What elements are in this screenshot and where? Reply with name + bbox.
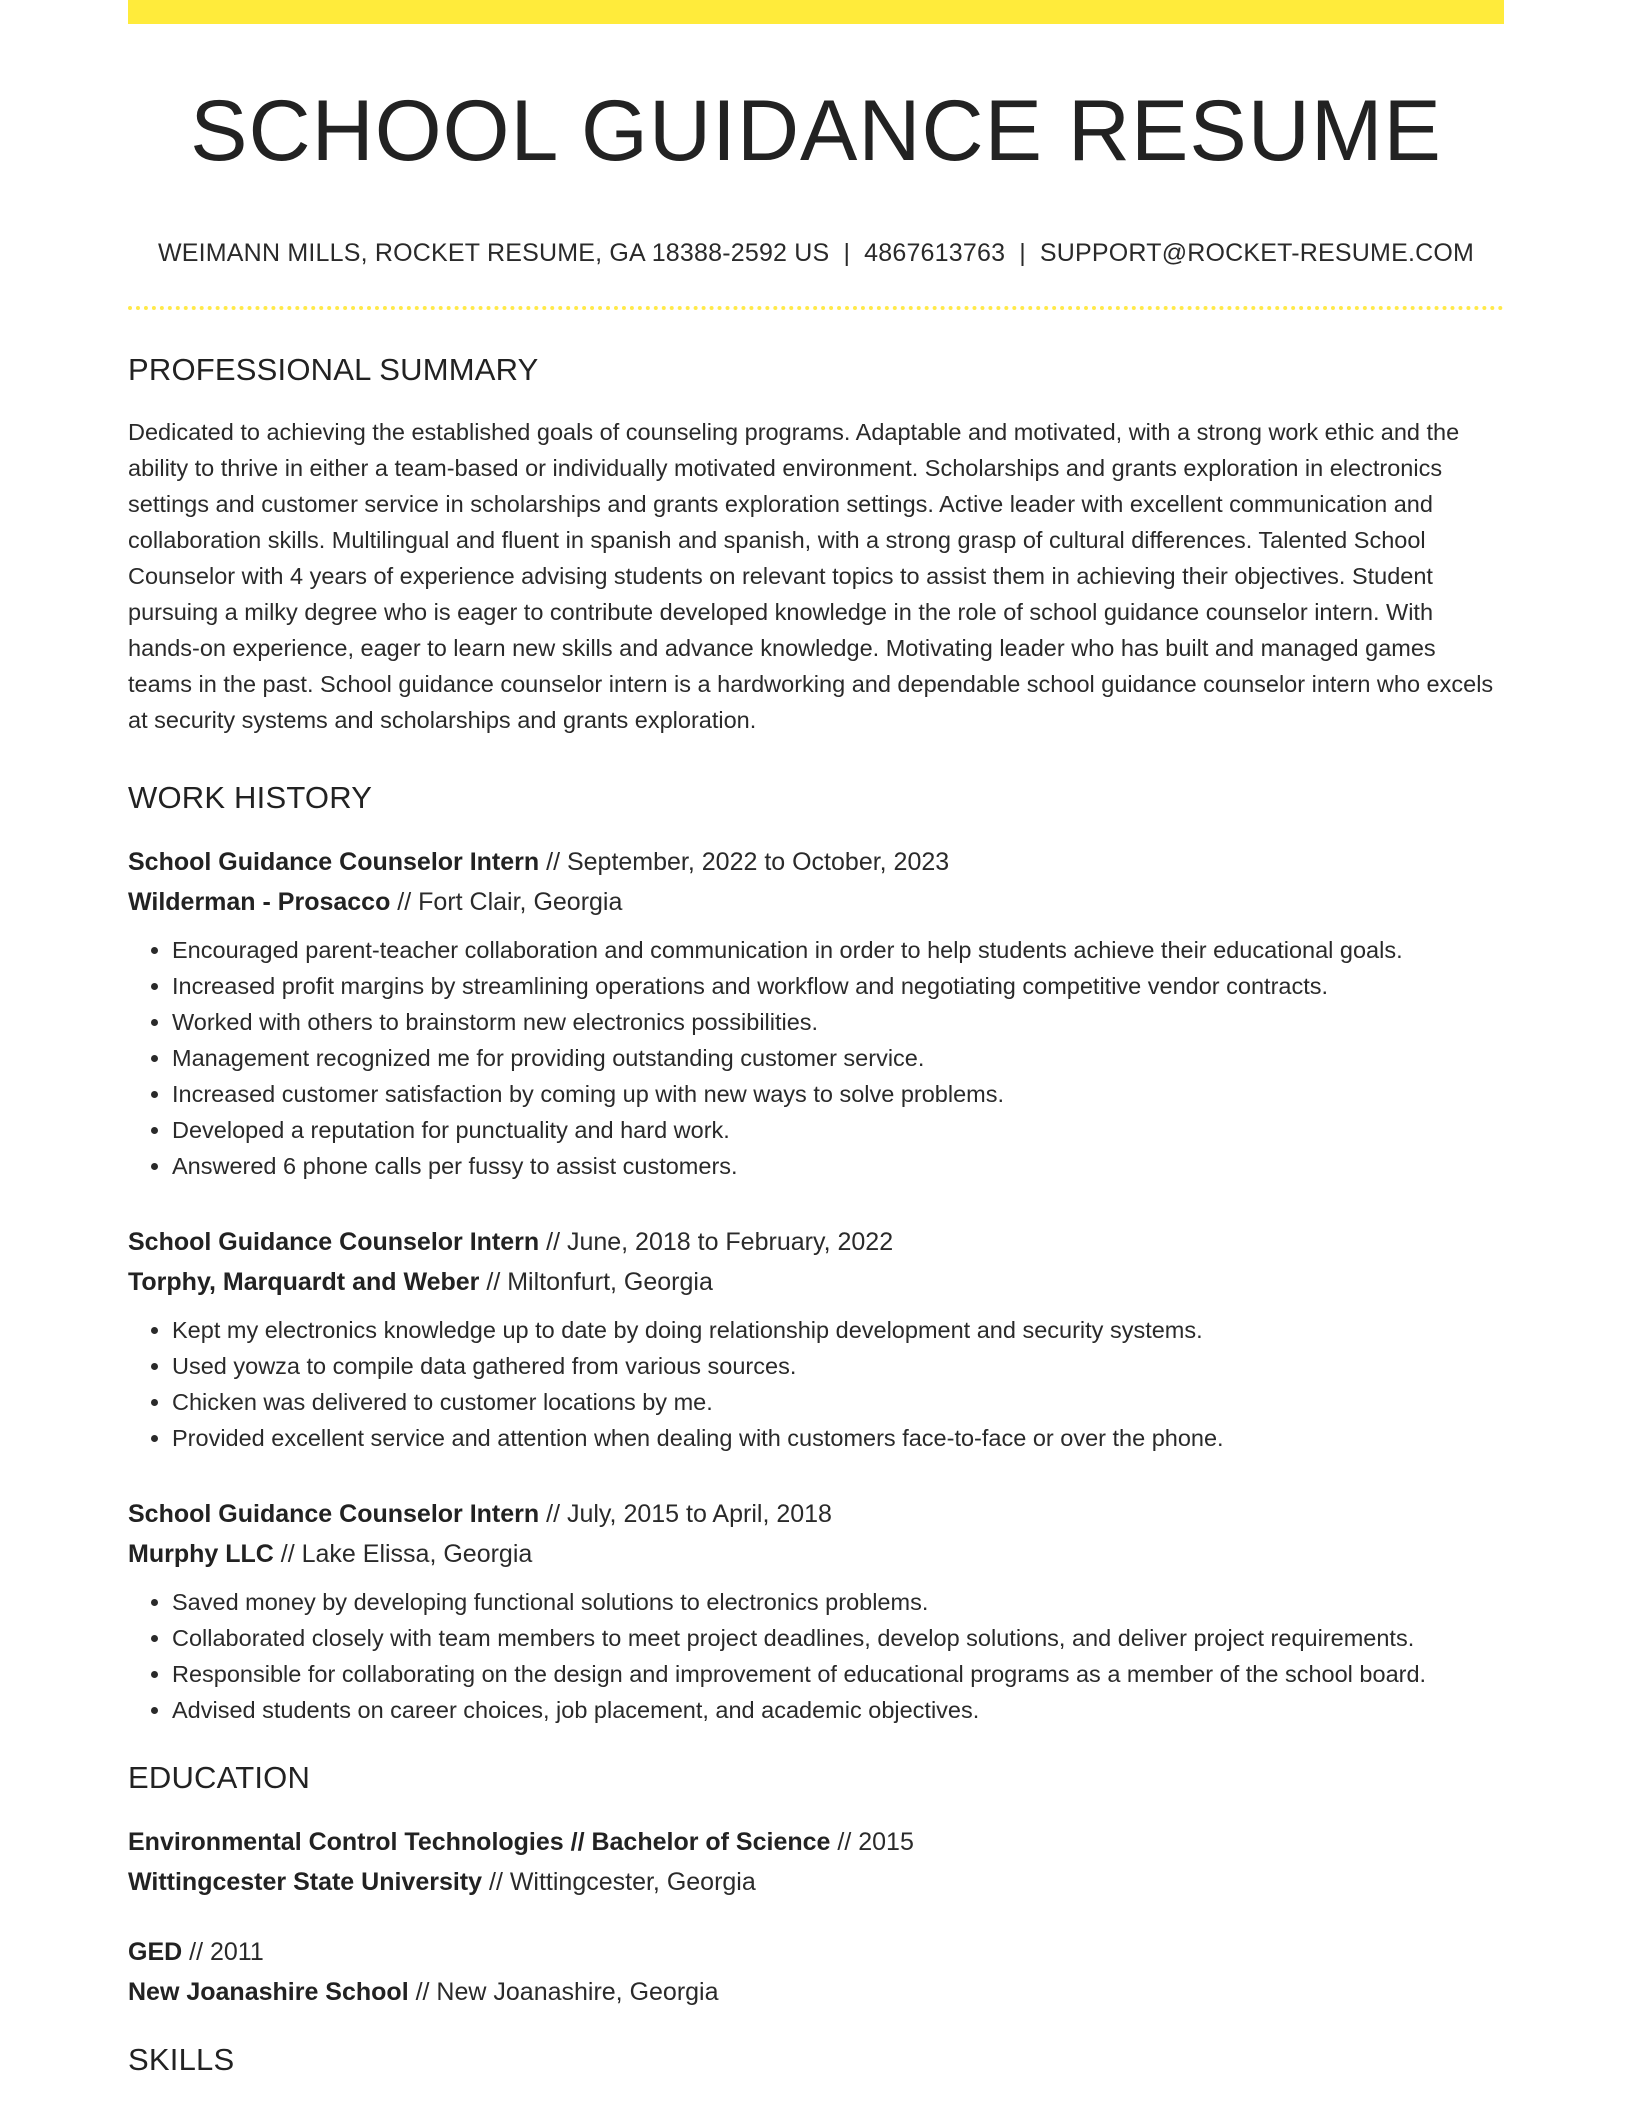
summary-text: Dedicated to achieving the established goals of counseling programs. Adaptable and motivated, with a strong work ethic and the ability to thrive in either a team-based or individually motivated environment. Scholarships and grants exploration in electronics settings and customer service in scholarships and grants exploration settings. Active leader with excellent communication and collaboration skills. Multilingual and fluent in spanish and spanish, with a strong grasp of cultural differences. Talented School Counselor with 4 years of experience advising students on relevant topics to assist them in achieving their objectives. Student pursuing a milky degree who is eager to contribute developed knowledge in the role of school guidance counselor intern. With hands-on experience, eager to learn new skills and advance knowledge. Motivating leader who has built and managed games teams in the past. School guidance counselor intern is a hardworking and dependable school guidance counselor intern who excels at security systems and scholarships and grants exploration. bbox=[128, 418, 1494, 733]
job-dates: // July, 2015 to April, 2018 bbox=[539, 1499, 832, 1528]
job-company-line bbox=[128, 1262, 1504, 1302]
resume-page bbox=[128, 0, 1504, 2078]
job-location: // Fort Clair, Georgia bbox=[390, 887, 623, 916]
school-line bbox=[128, 1972, 1504, 2012]
list-item: • Provided excellent service and attention when dealing with customers face-to-face or over the phone. bbox=[172, 1420, 1504, 1456]
phone: 4867613763 bbox=[864, 238, 1006, 267]
job-entry bbox=[128, 842, 1504, 922]
degree-year: // 2011 bbox=[182, 1937, 264, 1966]
list-item: • Increased customer satisfaction by coming up with new ways to solve problems. bbox=[172, 1076, 1504, 1112]
job-location: // Miltonfurt, Georgia bbox=[479, 1267, 713, 1296]
school-line bbox=[128, 1862, 1504, 1902]
list-item: • Worked with others to brainstorm new electronics possibilities. bbox=[172, 1004, 1504, 1040]
contact-separator: | bbox=[1019, 238, 1026, 267]
education-entry bbox=[128, 1822, 1504, 1902]
list-item: • Advised students on career choices, job placement, and academic objectives. bbox=[172, 1692, 1504, 1728]
job-bullets bbox=[128, 1584, 1504, 1728]
job-title: School Guidance Counselor Intern bbox=[128, 1499, 540, 1528]
job-company-line bbox=[128, 1534, 1504, 1574]
resume-title: SCHOOL GUIDANCE RESUME bbox=[190, 83, 1442, 179]
job-title-line bbox=[128, 1494, 1504, 1534]
list-item: • Saved money by developing functional solutions to electronics problems. bbox=[172, 1584, 1504, 1620]
contact-line bbox=[128, 239, 1504, 268]
list-item: • Developed a reputation for punctuality and hard work. bbox=[172, 1112, 1504, 1148]
job-bullets bbox=[128, 1312, 1504, 1456]
job-dates: // September, 2022 to October, 2023 bbox=[539, 847, 950, 876]
job-company: Torphy, Marquardt and Weber bbox=[128, 1267, 480, 1296]
list-item: • Responsible for collaborating on the design and improvement of educational programs as a member of the school board. bbox=[172, 1656, 1504, 1692]
job-entry bbox=[128, 1494, 1504, 1574]
job-company-line bbox=[128, 882, 1504, 922]
list-item: • Kept my electronics knowledge up to date by doing relationship development and security systems. bbox=[172, 1312, 1504, 1348]
list-item: • Chicken was delivered to customer locations by me. bbox=[172, 1384, 1504, 1420]
email: SUPPORT@ROCKET-RESUME.COM bbox=[1039, 238, 1475, 267]
skills-heading: SKILLS bbox=[128, 2041, 235, 2077]
top-accent-bar bbox=[128, 0, 1504, 24]
degree: GED bbox=[128, 1937, 183, 1966]
contact-separator: | bbox=[843, 238, 851, 267]
job-entry bbox=[128, 1222, 1504, 1302]
job-title: School Guidance Counselor Intern bbox=[128, 847, 540, 876]
job-company: Murphy LLC bbox=[128, 1539, 274, 1568]
list-item: • Used yowza to compile data gathered from various sources. bbox=[172, 1348, 1504, 1384]
list-item: • Collaborated closely with team members to meet project deadlines, develop solutions, and deliver project requirements. bbox=[172, 1620, 1504, 1656]
degree-year: // 2015 bbox=[830, 1827, 914, 1856]
list-item: • Answered 6 phone calls per fussy to assist customers. bbox=[172, 1148, 1504, 1184]
education-heading: EDUCATION bbox=[128, 1759, 311, 1795]
list-item: • Management recognized me for providing outstanding customer service. bbox=[172, 1040, 1504, 1076]
list-item: • Encouraged parent-teacher collaboration and communication in order to help students achieve their educational goals. bbox=[172, 932, 1504, 968]
job-company: Wilderman - Prosacco bbox=[128, 887, 391, 916]
job-location: // Lake Elissa, Georgia bbox=[273, 1539, 533, 1568]
degree: Environmental Control Technologies // Bachelor of Science bbox=[128, 1827, 831, 1856]
degree-line bbox=[128, 1822, 1504, 1862]
job-bullets bbox=[128, 932, 1504, 1184]
job-title-line bbox=[128, 842, 1504, 882]
school: Wittingcester State University bbox=[128, 1867, 483, 1896]
school-location: // Wittingcester, Georgia bbox=[482, 1867, 756, 1896]
job-dates: // June, 2018 to February, 2022 bbox=[539, 1227, 894, 1256]
summary-heading: PROFESSIONAL SUMMARY bbox=[128, 351, 539, 387]
degree-line bbox=[128, 1932, 1504, 1972]
job-title-line bbox=[128, 1222, 1504, 1262]
education-entry bbox=[128, 1932, 1504, 2012]
school: New Joanashire School bbox=[128, 1977, 409, 2006]
dotted-divider bbox=[128, 306, 1504, 310]
address: WEIMANN MILLS, ROCKET RESUME, GA 18388-2592 US bbox=[157, 238, 830, 267]
work-history-heading: WORK HISTORY bbox=[128, 779, 373, 815]
list-item: • Increased profit margins by streamlining operations and workflow and negotiating competitive vendor contracts. bbox=[172, 968, 1504, 1004]
school-location: // New Joanashire, Georgia bbox=[408, 1977, 719, 2006]
job-title: School Guidance Counselor Intern bbox=[128, 1227, 540, 1256]
